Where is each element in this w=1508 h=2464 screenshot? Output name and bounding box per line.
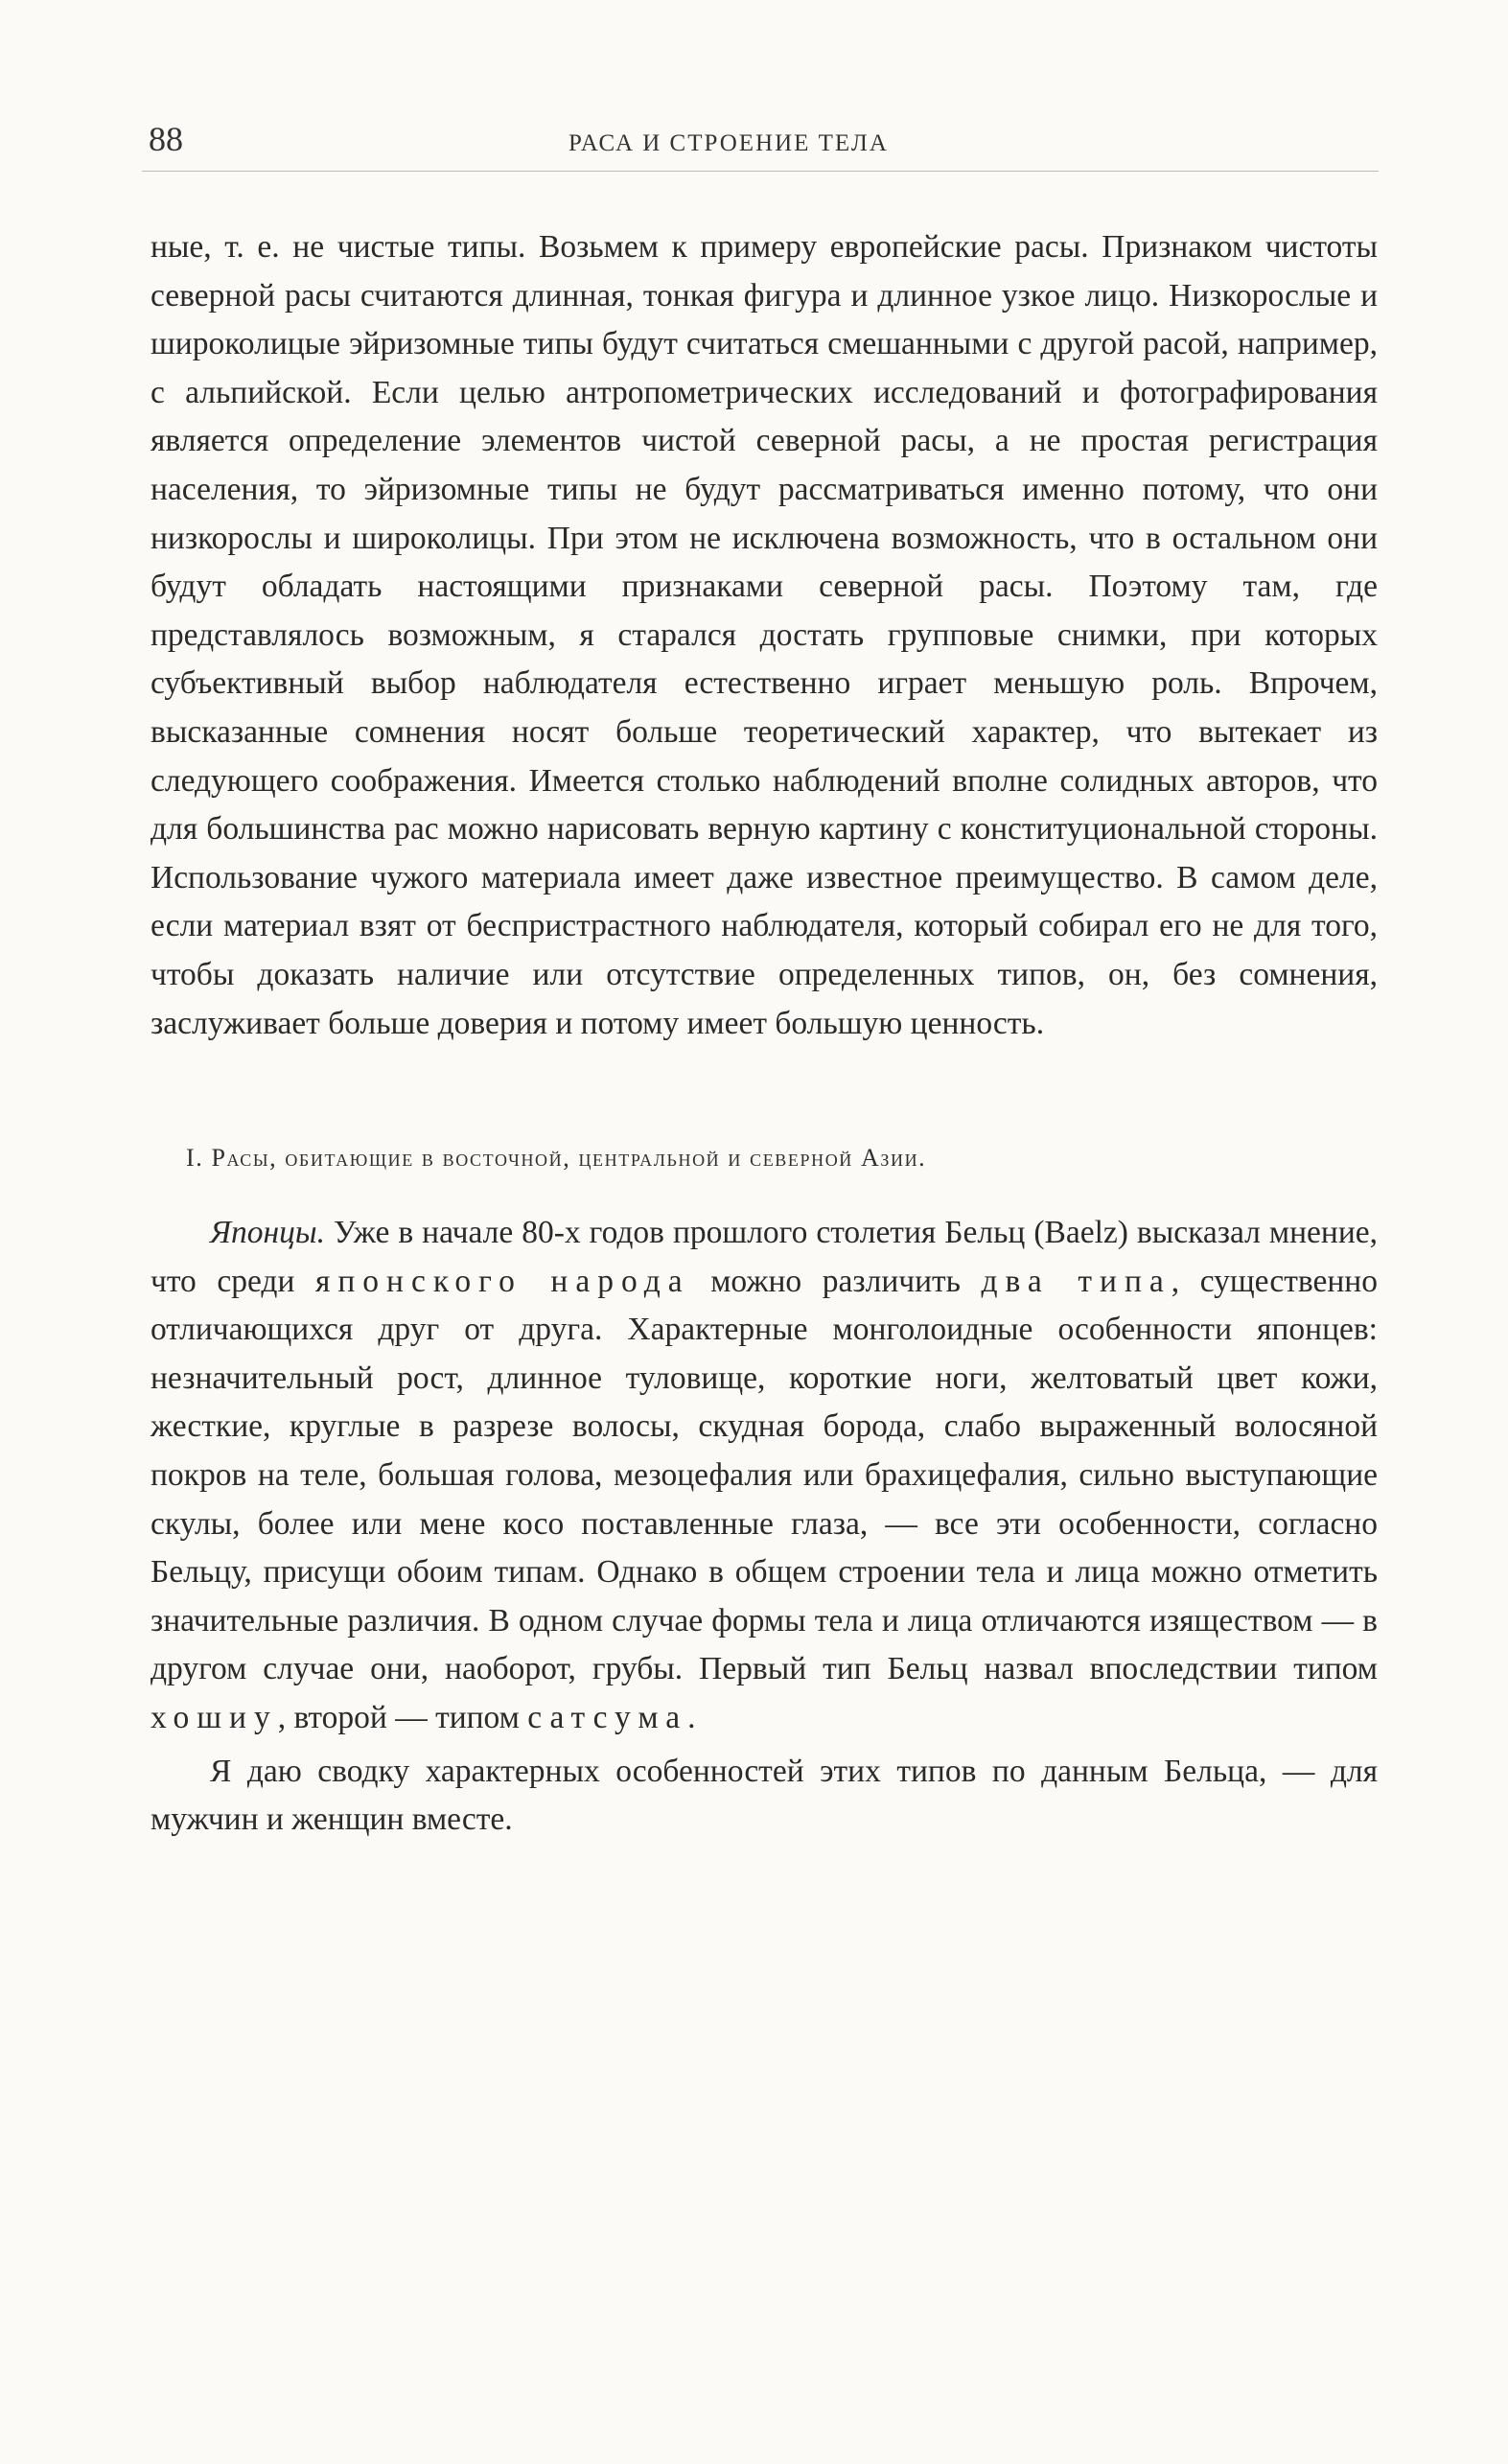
paragraph-japanese: [151, 1209, 1378, 1743]
spaced-emphasis: два типа: [981, 1263, 1172, 1299]
text-run: .: [687, 1700, 696, 1736]
header-divider: [142, 171, 1379, 172]
spaced-emphasis: хошиу: [151, 1700, 278, 1736]
page-number: 88: [149, 120, 183, 158]
page-header: [149, 113, 1378, 171]
text-run: , второй — типом: [277, 1700, 528, 1736]
spaced-emphasis: японского народа: [314, 1263, 690, 1299]
lead-word: Японцы.: [210, 1215, 325, 1251]
spaced-emphasis: сатсума: [527, 1700, 688, 1736]
section-heading: I. Расы, обитающие в восточной, центральной и северной Азии.: [186, 1144, 927, 1173]
text-run: , существенно отличающихся друг от друга. Характерные монголоидные особенности японцев: незначительный рост, длинное туловище, короткие ноги, желтоватый цвет кожи, жесткие, круглые в разрезе волосы, скудная борода, слабо выраженный волосяной покров на теле, большая голова, мезоцефалия или брахицефалия, сильно выступающие скулы, более или мене косо поставленные глаза, — все эти особенности, согласно Бельцу, присущи обоим типам. Однако в общем строении тела и лица можно отметить значительные различия. В одном случае формы тела и лица отличаются изяществом — в другом случае они, наоборот, грубы. Первый тип Бельц назвал впоследствии типом: [151, 1263, 1378, 1687]
text-run: можно различить: [689, 1263, 982, 1299]
text-run: Уже в начале 80-х годов прошлого столетия Бельц (Baelz) высказал мнение, что среди: [151, 1215, 1378, 1299]
paragraph: ные, т. е. не чистые типы. Возьмем к примеру европейские расы. Признаком чистоты северной расы считаются длинная, тонкая фигура и длинное узкое лицо. Низкорослые и широколицые эйризомные типы будут считаться смешанными с другой расой, например, с альпийской. Если целью антропометрических исследований и фотографирования является определение элементов чистой северной расы, а не простая регистрация населения, то эйризомные типы не будут рассматриваться именно потому, что они низкорослы и широколицы. При этом не исключена возможность, что в остальном они будут обладать настоящими признаками северной расы. Поэтому там, где представлялось возможным, я старался достать групповые снимки, при которых субъективный выбор наблюдателя естественно играет меньшую роль. Впрочем, высказанные сомнения носят больше теоретический характер, что вытекает из следующего соображения. Имеется столько наблюдений вполне солидных авторов, что для большинства рас можно нарисовать верную картину с конституциональной стороны. Использование чужого материала имеет даже известное преимущество. В самом деле, если материал взят от беспристрастного наблюдателя, который собирал его не для того, чтобы доказать наличие или отсутствие определенных типов, он, без сомнения, заслуживает больше доверия и потому имеет большую ценность.: [151, 229, 1378, 1041]
body-text: [151, 223, 1378, 1845]
running-title: РАСА И СТРОЕНИЕ ТЕЛА: [568, 130, 889, 156]
paragraph-summary: Я даю сводку характерных особенностей этих типов по данным Бельца, — для мужчин и женщин вместе.: [151, 1753, 1378, 1838]
